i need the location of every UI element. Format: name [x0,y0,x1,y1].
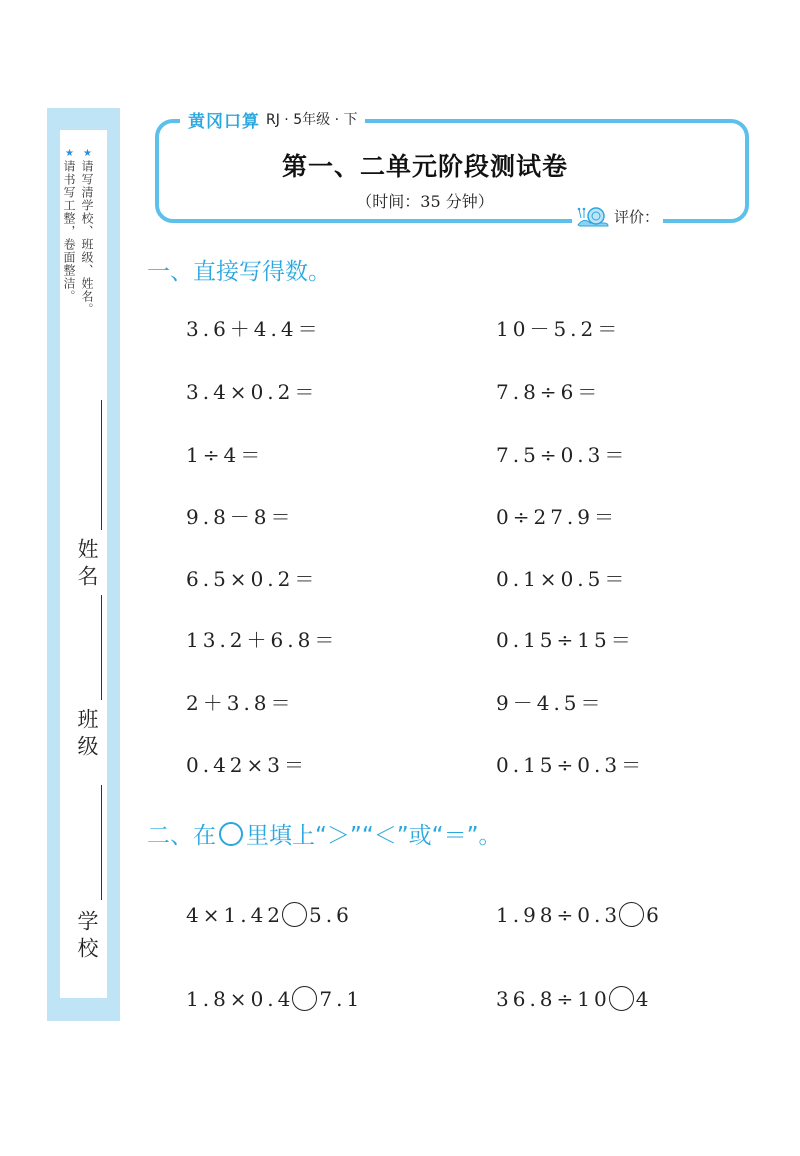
field-line-name[interactable] [101,400,102,530]
problem-1-14: 9－4.5＝ [496,691,605,715]
problem-1-12: 0.15÷15＝ [496,628,635,652]
snail-icon [576,203,610,229]
compare-circle-2[interactable] [619,902,644,927]
brand-logo: 黄冈口算 [188,111,260,132]
field-label-name: 姓名 [75,538,99,592]
problem-1-1: 3.6＋4.4＝ [186,317,322,341]
problem-1-9: 6.5×0.2＝ [186,567,319,591]
section-2-title: 二、在 里填上“＞”“＜”或“＝”。 [147,823,502,849]
instruction-note-2: ★请书写工整，卷面整洁。 [62,148,76,303]
instruction-note-1: ★请写清学校、班级、姓名。 [80,148,94,316]
page-title: 第一、二单元阶段测试卷 [281,152,568,181]
problem-1-16: 0.15÷0.3＝ [496,753,646,777]
circle-icon [219,822,243,846]
section-1-title: 一、直接写得数。 [147,259,331,285]
rating-label: 评价： [614,207,660,226]
problem-1-11: 13.2＋6.8＝ [186,628,339,652]
rating-area [572,203,663,229]
problem-1-2: 10－5.2＝ [496,317,622,341]
problem-1-10: 0.1×0.5＝ [496,567,629,591]
grade-label: RJ · 5年级 · 下 [266,112,358,128]
compare-circle-1[interactable] [282,902,307,927]
compare-problem-3: 1.8×0.4 7.1 [186,986,364,1011]
field-label-school: 学校 [75,910,99,964]
compare-problem-2: 1.98÷0.3 6 [496,902,663,927]
info-strip [47,108,120,1021]
compare-problem-4: 36.8÷10 4 [496,986,653,1011]
field-line-school[interactable] [101,785,102,900]
problem-1-13: 2＋3.8＝ [186,691,295,715]
problem-1-3: 3.4×0.2＝ [186,380,319,404]
brand-bar [180,106,365,132]
page-subtitle: （时间：35 分钟） [356,192,494,211]
problem-1-8: 0÷27.9＝ [496,505,619,529]
problem-1-6: 7.5÷0.3＝ [496,443,629,467]
compare-circle-4[interactable] [609,986,634,1011]
problem-1-7: 9.8－8＝ [186,505,295,529]
field-line-class[interactable] [101,595,102,700]
compare-problem-1: 4×1.42 5.6 [186,902,353,927]
problem-1-5: 1÷4＝ [186,443,265,467]
problem-1-15: 0.42×3＝ [186,753,309,777]
star-icon: ★ [82,148,93,160]
problem-1-4: 7.8÷6＝ [496,380,602,404]
compare-circle-3[interactable] [292,986,317,1011]
star-icon: ★ [64,148,75,160]
info-strip-inner [60,130,107,998]
field-label-class: 班级 [75,708,99,762]
